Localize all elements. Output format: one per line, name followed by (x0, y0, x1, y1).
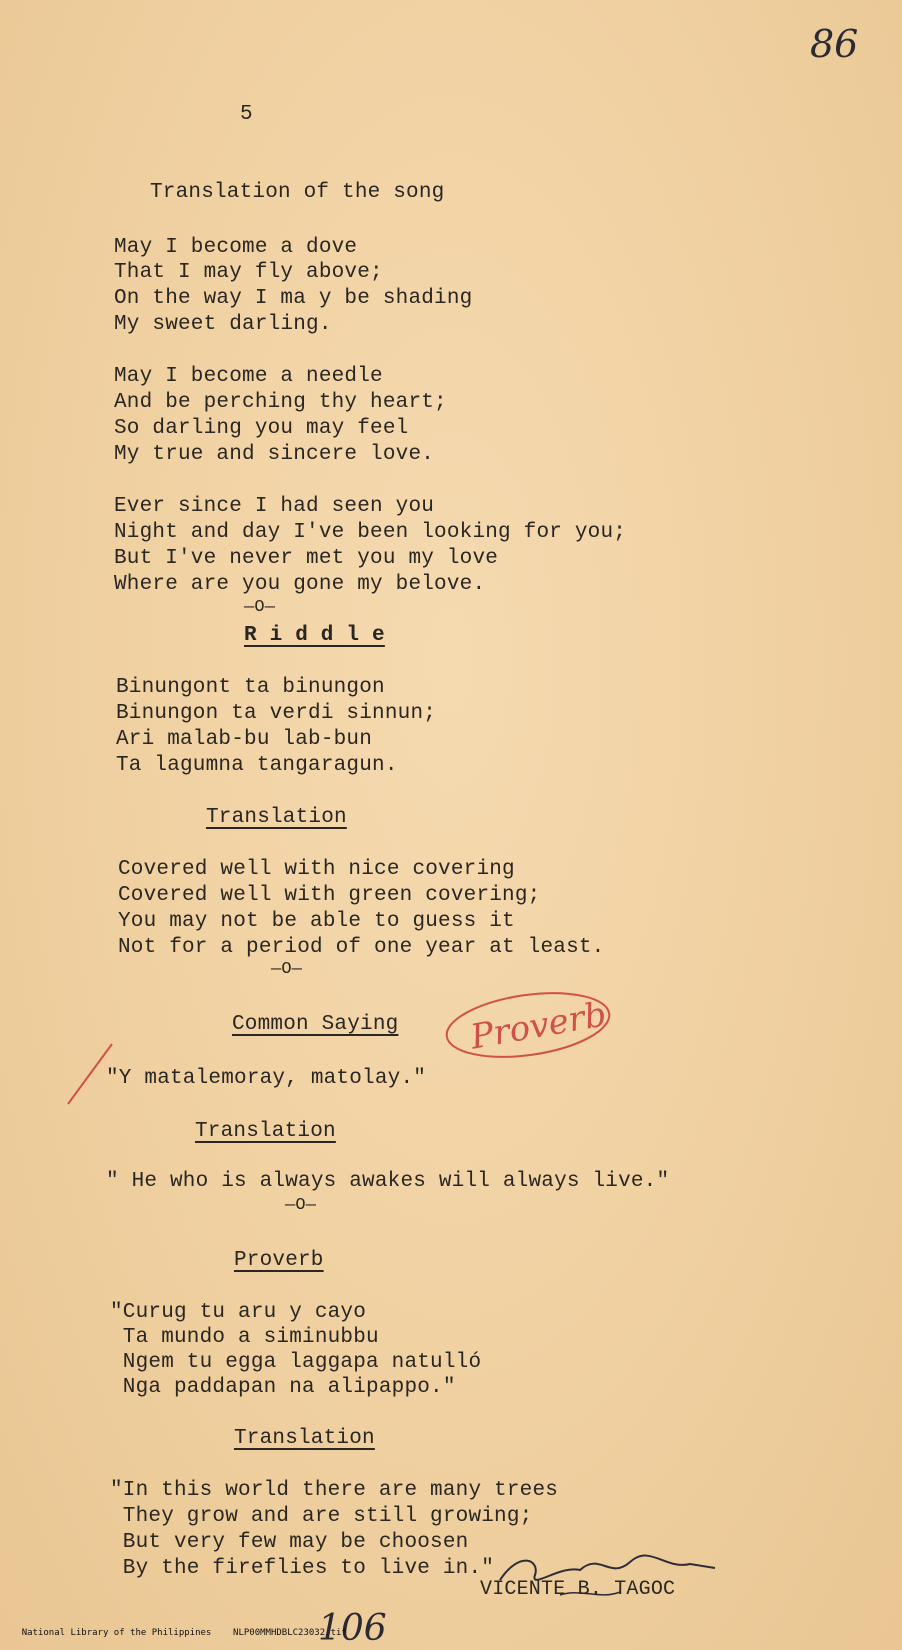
song-line: Where are you gone my belove. (114, 573, 486, 596)
song-line: May I become a dove (114, 236, 358, 259)
translation-line: Not for a period of one year at least. (118, 936, 605, 959)
translation-line: Covered well with nice covering (118, 858, 515, 881)
saying-heading: Common Saying (232, 1013, 399, 1036)
proverb-heading: Proverb (234, 1249, 324, 1272)
red-margin-stroke (60, 1040, 120, 1110)
song-line: Night and day I've been looking for you; (114, 521, 627, 544)
signature-name: VICENTE B. TAGOC (480, 1578, 676, 1601)
proverb-translation-heading: Translation (234, 1427, 375, 1450)
riddle-line: Ari malab-bu lab-bun (116, 728, 373, 751)
proverb-line: Ta mundo a siminubbu (110, 1326, 379, 1349)
section-separator: —O— (285, 1196, 317, 1215)
song-line: May I become a needle (114, 365, 383, 388)
riddle-line: Binungon ta verdi sinnun; (116, 702, 437, 725)
saying-text: "Y matalemoray, matolay." (106, 1067, 427, 1090)
footer-library: National Library of the Philippines (21, 1628, 212, 1638)
section-separator: —O— (244, 598, 276, 617)
translation-line: You may not be able to guess it (118, 910, 515, 933)
proverb-line: Ngem tu egga laggapa natulló (110, 1351, 482, 1374)
riddle-heading: R i d d l e (244, 624, 385, 647)
proverb-line: Nga paddapan na alipappo." (110, 1376, 456, 1399)
page-number: 5 (240, 103, 253, 126)
translation-line: "In this world there are many trees (110, 1479, 559, 1502)
corner-page-number: 86 (810, 22, 859, 66)
song-line: And be perching thy heart; (114, 391, 447, 414)
song-line: My true and sincere love. (114, 443, 435, 466)
section-separator: —O— (271, 960, 303, 979)
riddle-line: Ta lagumna tangaragun. (116, 754, 398, 777)
song-line: My sweet darling. (114, 313, 332, 336)
page-title: Translation of the song (150, 181, 445, 204)
translation-line: Covered well with green covering; (118, 884, 541, 907)
red-handwritten-note: Proverb (467, 994, 610, 1058)
song-line: So darling you may feel (114, 417, 409, 440)
archive-footer (0, 1618, 347, 1648)
song-line: That I may fly above; (114, 261, 383, 284)
translation-line: By the fireflies to live in." (110, 1557, 495, 1580)
riddle-line: Binungont ta binungon (116, 676, 385, 699)
proverb-line: "Curug tu aru y cayo (110, 1301, 367, 1324)
saying-translation-text: " He who is always awakes will always live." (106, 1170, 670, 1193)
song-line: Ever since I had seen you (114, 495, 435, 518)
translation-line: But very few may be choosen (110, 1531, 469, 1554)
handwritten-number: 106 (318, 1608, 387, 1649)
footer-filename: NLP00MMHDBLC23032.tif (233, 1628, 347, 1638)
riddle-translation-heading: Translation (206, 806, 347, 829)
song-line: On the way I ma y be shading (114, 287, 473, 310)
saying-translation-heading: Translation (195, 1120, 336, 1143)
translation-line: They grow and are still growing; (110, 1505, 533, 1528)
song-line: But I've never met you my love (114, 547, 499, 570)
